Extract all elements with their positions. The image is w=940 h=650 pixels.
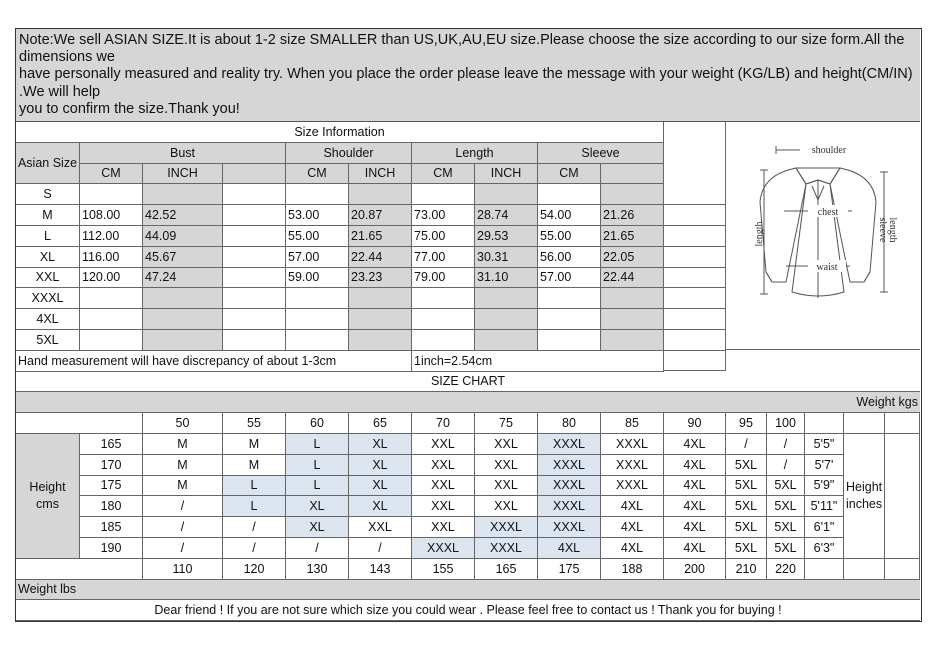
size-recommendation: XXXL [412,538,475,559]
size-row-label: 5XL [16,330,80,351]
size-row-value: 45.67 [143,247,223,268]
size-row-value [412,309,475,330]
size-recommendation: XXL [412,476,475,497]
weight-lb-value: 155 [412,559,475,580]
height-inches-label [844,434,885,559]
size-row-value: 55.00 [538,226,601,247]
group-header-bust: Bust [80,143,286,164]
size-row-label: XXXL [16,288,80,309]
size-row-value: 77.00 [412,247,475,268]
size-recommendation: M [143,434,223,455]
size-row-label: XL [16,247,80,268]
size-row-value [601,184,664,205]
size-row-value: 56.00 [538,247,601,268]
size-row-value: 21.26 [601,205,664,226]
size-row-value [349,330,412,351]
size-recommendation: L [223,496,286,517]
sleeve-length-label-2: length [887,217,898,243]
weight-lb-value: 200 [664,559,726,580]
weight-lb-blank-1 [805,559,844,580]
size-recommendation: XL [349,455,412,476]
weight-kg-blank-1 [805,413,844,434]
size-row-value: 30.31 [475,247,538,268]
size-row-value [664,247,726,268]
contact-footer: Dear friend ! If you are not sure which size you could wear . Please feel free to contact us ! Thank you for buying ! [16,600,920,621]
weight-kg-blank-3 [885,413,920,434]
size-row-value: 112.00 [80,226,143,247]
size-row-value: 57.00 [538,268,601,289]
unit-header-inch: INCH [349,164,412,185]
size-row-value [538,309,601,330]
size-recommendation: XXL [349,517,412,538]
size-row-value [223,268,286,289]
sizing-note [16,29,920,122]
size-recommendation: / [143,538,223,559]
height-cm-value: 175 [80,476,143,497]
size-row-value: 120.00 [80,268,143,289]
size-recommendation: 5XL [767,538,805,559]
size-row-value [538,184,601,205]
size-row-value [601,330,664,351]
size-recommendation: / [349,538,412,559]
size-row-value: 21.65 [601,226,664,247]
size-row-value: 73.00 [412,205,475,226]
size-row-value: 57.00 [286,247,349,268]
size-recommendation: 4XL [664,517,726,538]
size-recommendation: XXXL [475,538,538,559]
size-row-value: 47.24 [143,268,223,289]
size-row-value [286,309,349,330]
size-row-value [80,330,143,351]
size-recommendation: 4XL [664,434,726,455]
size-row-value: 116.00 [80,247,143,268]
size-recommendation: XXL [475,434,538,455]
size-row-label: 4XL [16,309,80,330]
size-row-value [80,288,143,309]
size-row-value [143,184,223,205]
size-recommendation: M [143,455,223,476]
weight-lbs-label: Weight lbs [16,580,920,601]
size-row-value [412,288,475,309]
size-recommendation: XL [286,517,349,538]
weight-kg-header: 90 [664,413,726,434]
height-cms-label [16,434,80,559]
size-recommendation: XXXL [538,455,601,476]
size-recommendation: L [286,476,349,497]
size-recommendation: 5XL [726,455,767,476]
group-header-sleeve: Sleeve [538,143,664,164]
weight-kg-header: 100 [767,413,805,434]
size-recommendation: / [767,455,805,476]
weight-kg-header: 95 [726,413,767,434]
size-recommendation: M [143,476,223,497]
size-recommendation: 5XL [726,496,767,517]
note-line-3: you to confirm the size.Thank you! [19,100,240,117]
height-cm-value: 185 [80,517,143,538]
size-row-value: 53.00 [286,205,349,226]
size-info-title: Size Information [16,122,664,143]
size-recommendation: L [223,476,286,497]
size-recommendation: 5XL [726,476,767,497]
size-recommendation: XL [349,434,412,455]
height-inch-value: 5'5" [805,434,844,455]
size-chart-title: SIZE CHART [16,372,920,393]
size-row-value [223,330,286,351]
size-recommendation: XXL [475,455,538,476]
weight-kg-header: 65 [349,413,412,434]
size-row-value [664,205,726,226]
weight-lb-value: 120 [223,559,286,580]
size-recommendation: 4XL [664,538,726,559]
size-recommendation: XXL [475,496,538,517]
size-row-label: XXL [16,268,80,289]
weight-kg-header: 60 [286,413,349,434]
size-recommendation: XL [286,496,349,517]
size-row-value: 55.00 [286,226,349,247]
hand-measurement-note: Hand measurement will have discrepancy of about 1-3cm [16,351,412,372]
weight-lb-value: 110 [143,559,223,580]
unit-header-inch: INCH [143,164,223,185]
size-row-value: 22.44 [349,247,412,268]
size-recommendation: XXL [412,455,475,476]
size-recommendation: 4XL [664,476,726,497]
size-row-value: 22.44 [601,268,664,289]
size-row-value: 59.00 [286,268,349,289]
size-row-value [80,309,143,330]
chest-label: chest [817,207,839,218]
unit-header-cm: CM [286,164,349,185]
size-row-value: 108.00 [80,205,143,226]
weight-lb-value: 130 [286,559,349,580]
height-label-line-2: cms [36,496,59,511]
shirt-measurement-diagram [726,122,920,350]
size-recommendation: 4XL [601,517,664,538]
size-row-value [664,268,726,289]
weight-lb-blank-3 [885,559,920,580]
size-row-value: 20.87 [349,205,412,226]
size-row-value: 79.00 [412,268,475,289]
weight-lb-value: 220 [767,559,805,580]
size-recommendation: 4XL [664,496,726,517]
weight-lb-corner [16,559,143,580]
height-inch-value: 5'7' [805,455,844,476]
size-row-value [601,309,664,330]
size-recommendation: / [223,538,286,559]
size-recommendation: / [143,496,223,517]
size-recommendation: 5XL [767,476,805,497]
size-row-value: 22.05 [601,247,664,268]
height-cm-value: 165 [80,434,143,455]
weight-kg-header: 50 [143,413,223,434]
size-row-value [475,330,538,351]
size-row-value [143,309,223,330]
height-right-blank [885,434,920,559]
size-row-value: 21.65 [349,226,412,247]
size-row-label: S [16,184,80,205]
size-recommendation: 5XL [767,496,805,517]
size-recommendation: XXXL [538,434,601,455]
size-row-value: 54.00 [538,205,601,226]
height-label-line-1: Height [29,479,66,494]
size-recommendation: / [767,434,805,455]
size-row-value [223,309,286,330]
note-line-2: have personally measured and reality try. When you place the order please leave the message with your weight (KG/LB) and height(CM/IN) .We will help [19,66,913,100]
weight-kg-header: 55 [223,413,286,434]
size-row-value [475,288,538,309]
size-row-value [349,184,412,205]
weight-kgs-label: Weight kgs [16,392,920,413]
size-row-value [223,205,286,226]
weight-kg-header: 85 [601,413,664,434]
size-row-value [80,184,143,205]
weight-kg-corner [16,413,143,434]
size-row-value [143,288,223,309]
size-row-value [412,184,475,205]
size-recommendation: XXXL [601,455,664,476]
size-row-value [223,288,286,309]
size-recommendation: 4XL [601,496,664,517]
size-row-value: 42.52 [143,205,223,226]
size-row-value [286,330,349,351]
size-row-value [475,184,538,205]
group-header-length: Length [412,143,538,164]
size-row-value [349,309,412,330]
size-recommendation: 4XL [601,538,664,559]
size-row-value: 28.74 [475,205,538,226]
unit-header-cm: CM [412,164,475,185]
size-row-value: 29.53 [475,226,538,247]
size-recommendation: 4XL [664,455,726,476]
size-row-value [664,309,726,330]
shoulder-label: shoulder [811,145,847,156]
size-recommendation: 5XL [726,538,767,559]
height-cm-value: 190 [80,538,143,559]
height-cm-value: 170 [80,455,143,476]
size-recommendation: XXXL [475,517,538,538]
waist-label: waist [816,262,838,273]
weight-kg-header: 80 [538,413,601,434]
size-row-value [143,330,223,351]
inch-conversion-note: 1inch=2.54cm [412,351,664,372]
size-row-value [664,330,726,351]
size-row-value [223,184,286,205]
size-recommendation: 5XL [767,517,805,538]
size-recommendation: XXXL [601,434,664,455]
size-row-value [223,226,286,247]
size-recommendation: XXL [412,496,475,517]
size-row-value [475,309,538,330]
size-row-value [664,184,726,205]
length-label: length [754,221,765,247]
asian-size-header: Asian Size [16,143,80,185]
size-row-value [286,184,349,205]
size-row-value [223,247,286,268]
size-recommendation: XXXL [538,517,601,538]
weight-lb-value: 175 [538,559,601,580]
size-row-value [286,288,349,309]
size-row-label: M [16,205,80,226]
weight-kg-header: 75 [475,413,538,434]
size-recommendation: XXL [475,476,538,497]
size-row-value [538,330,601,351]
weight-lb-value: 143 [349,559,412,580]
size-recommendation: L [286,455,349,476]
size-recommendation: / [726,434,767,455]
size-recommendation: 4XL [538,538,601,559]
size-row-value: 75.00 [412,226,475,247]
size-recommendation: M [223,434,286,455]
size-recommendation: XL [349,476,412,497]
size-recommendation: XXXL [601,476,664,497]
size-recommendation: 5XL [726,517,767,538]
sleeve-length-label-1: sleeve [877,217,888,243]
weight-kg-header: 70 [412,413,475,434]
unit-header-blank-end [601,164,664,185]
weight-lb-value: 188 [601,559,664,580]
height-cm-value: 180 [80,496,143,517]
weight-lb-value: 210 [726,559,767,580]
size-recommendation: / [223,517,286,538]
unit-header-cm: CM [80,164,143,185]
size-row-value: 44.09 [143,226,223,247]
size-recommendation: XXXL [538,496,601,517]
size-row-value [664,226,726,247]
height-inch-value: 6'3" [805,538,844,559]
size-row-label: L [16,226,80,247]
weight-lb-blank-2 [844,559,885,580]
size-recommendation: XXL [412,517,475,538]
size-recommendation: L [286,434,349,455]
size-recommendation: / [286,538,349,559]
height-inch-value: 5'9" [805,476,844,497]
size-chart-sheet [15,28,922,622]
size-recommendation: XL [349,496,412,517]
unit-header-cm: CM [538,164,601,185]
size-row-value [412,330,475,351]
height-inch-value: 5'11" [805,496,844,517]
size-row-value [349,288,412,309]
size-recommendation: XXL [412,434,475,455]
size-recommendation: XXXL [538,476,601,497]
size-recommendation: M [223,455,286,476]
size-row-value: 23.23 [349,268,412,289]
size-row-value [538,288,601,309]
shirt-diagram-svg [726,122,920,350]
unit-header-blank [223,164,286,185]
group-header-shoulder: Shoulder [286,143,412,164]
height-inches-line-1: Height [846,479,883,494]
weight-kg-blank-2 [844,413,885,434]
size-recommendation: / [143,517,223,538]
size-row-value: 31.10 [475,268,538,289]
height-inch-value: 6'1" [805,517,844,538]
unit-header-inch: INCH [475,164,538,185]
height-inches-line-2: inches [846,496,883,511]
size-row-value [664,288,726,309]
weight-lb-value: 165 [475,559,538,580]
note-line-1: Note:We sell ASIAN SIZE.It is about 1-2 size SMALLER than US,UK,AU,EU size.Please choose the size according to our size form.All the dimensions we [19,32,905,66]
size-row-value [601,288,664,309]
